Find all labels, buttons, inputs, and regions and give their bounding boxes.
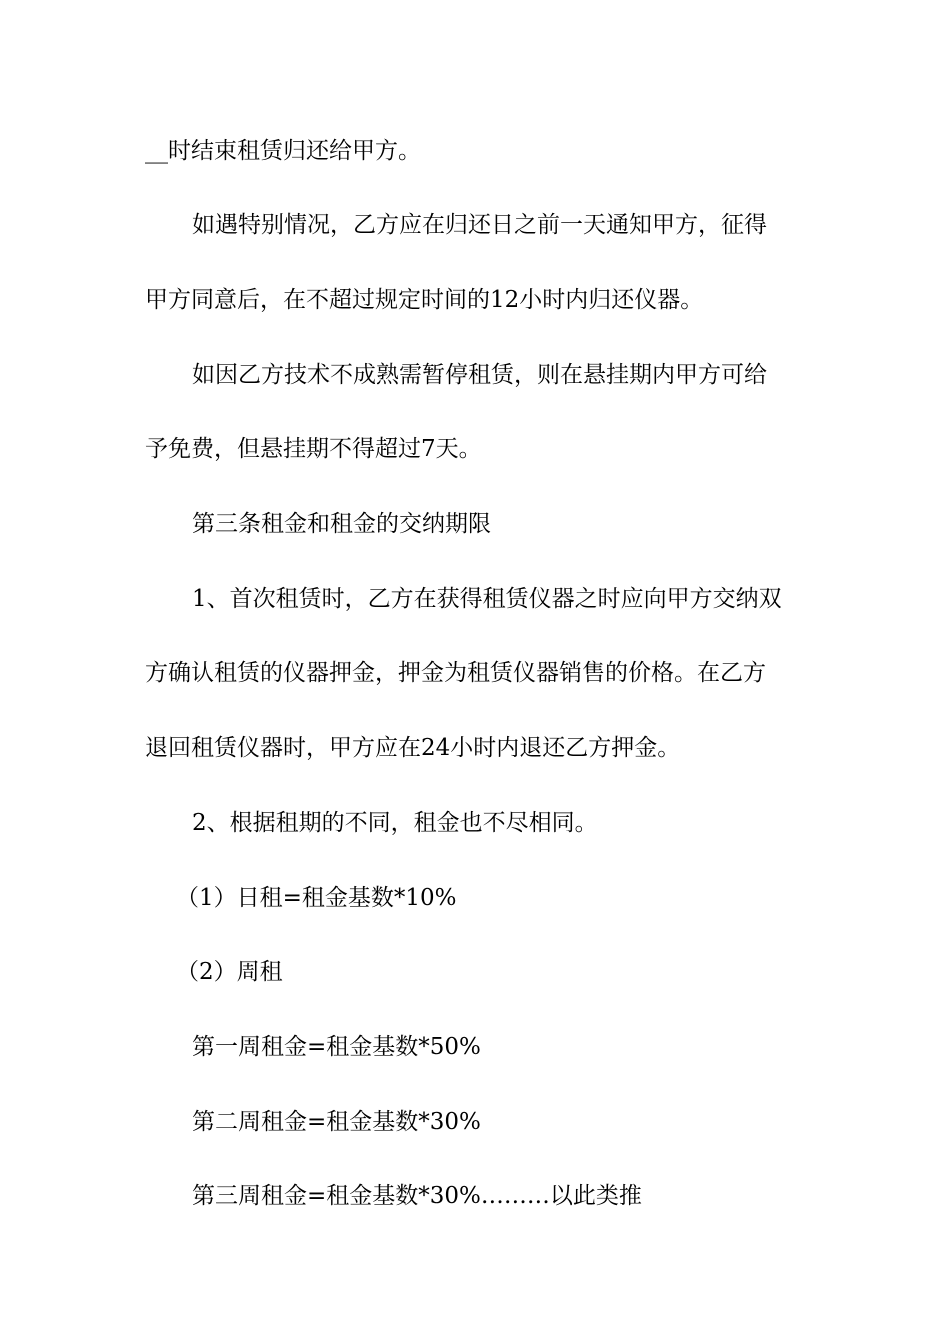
list-item: （2）周租 — [176, 959, 283, 985]
text-line: __时结束租赁归还给甲方。 — [145, 138, 421, 164]
paragraph-line: 1、首次租赁时，乙方在获得租赁仪器之时应向甲方交纳双 — [192, 586, 782, 612]
text-line: 退回租赁仪器时，甲方应在24小时内退还乙方押金。 — [145, 735, 681, 761]
formula-line: 第一周租金=租金基数*50% — [192, 1034, 481, 1060]
formula-line: 第二周租金=租金基数*30% — [192, 1109, 481, 1135]
text-line: 予免费，但悬挂期不得超过7天。 — [145, 436, 482, 462]
text-line: 方确认租赁的仪器押金，押金为租赁仪器销售的价格。在乙方 — [145, 660, 766, 686]
paragraph-line: 2、根据租期的不同，租金也不尽相同。 — [192, 810, 598, 836]
text-line: 甲方同意后，在不超过规定时间的12小时内归还仪器。 — [145, 287, 704, 313]
list-item: （1）日租=租金基数*10% — [176, 885, 457, 911]
formula-line: 第三周租金=租金基数*30%………以此类推 — [192, 1183, 642, 1209]
paragraph-line: 如因乙方技术不成熟需暂停租赁，则在悬挂期内甲方可给 — [192, 362, 767, 388]
paragraph-line: 如遇特别情况，乙方应在归还日之前一天通知甲方，征得 — [192, 212, 767, 238]
section-heading: 第三条租金和租金的交纳期限 — [192, 511, 491, 537]
